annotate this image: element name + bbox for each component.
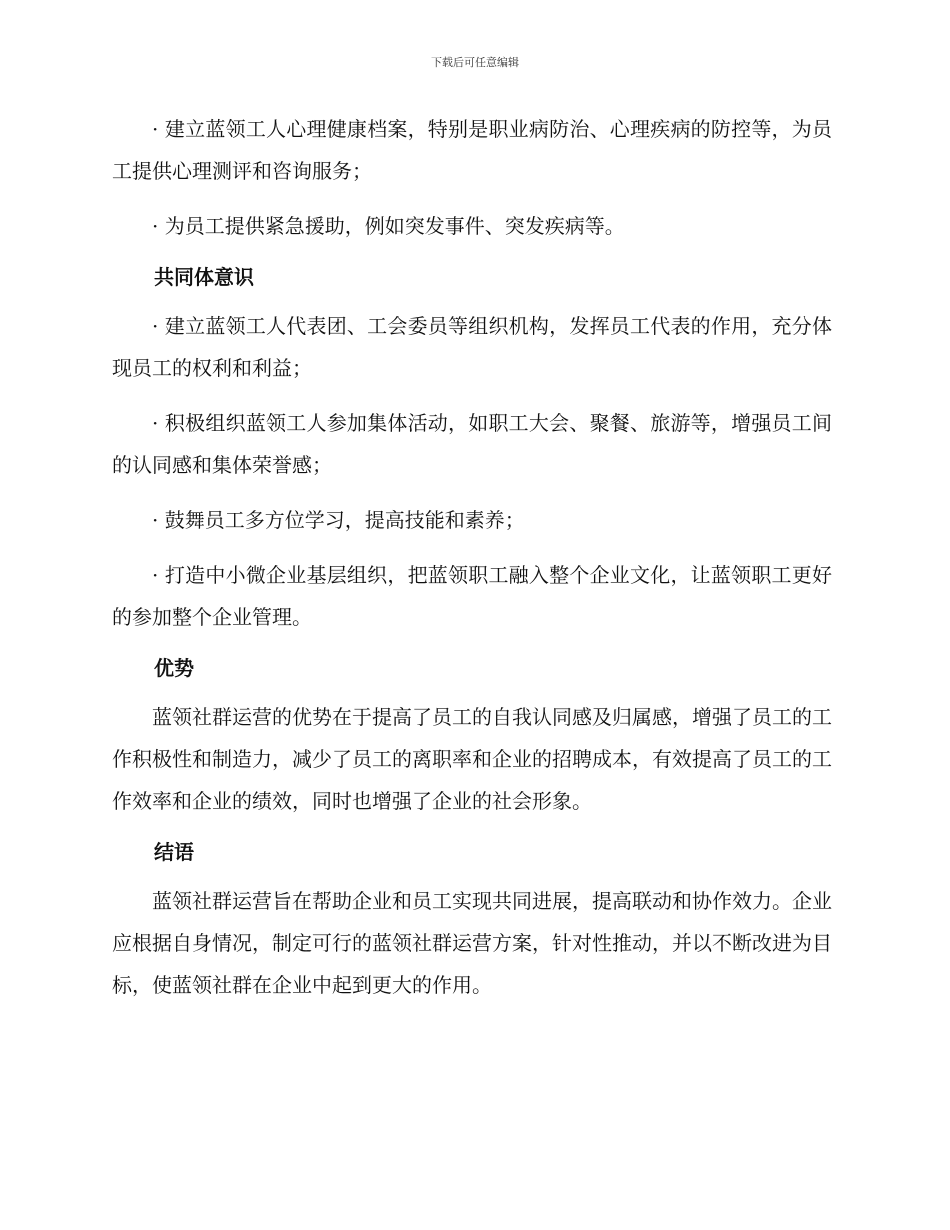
document-body [112,108,832,1006]
intro-paragraph-2: · 为员工提供紧急援助，例如突发事件、突发疾病等。 [152,214,625,238]
community-item-1: · 建立蓝领工人代表团、工会委员等组织机构，发挥员工代表的作用，充分体现员工的权利和利益； [112,314,832,380]
community-item-2: · 积极组织蓝领工人参加集体活动，如职工大会、聚餐、旅游等，增强员工间的认同感和集体荣誉感； [112,411,832,477]
section-heading-advantage: 优势 [154,656,194,680]
section-heading-community: 共同体意识 [154,265,254,289]
section-heading-conclusion: 结语 [154,840,194,864]
community-item-3: · 鼓舞员工多方位学习，提高技能和素养； [152,508,525,532]
page-header-note: 下载后可任意编辑 [431,56,519,69]
intro-paragraph-1: · 建立蓝领工人心理健康档案，特别是职业病防治、心理疾病的防控等，为员工提供心理测评和咨询服务； [112,117,832,183]
advantage-paragraph: 蓝领社群运营的优势在于提高了员工的自我认同感及归属感，增强了员工的工作积极性和制造力，减少了员工的离职率和企业的招聘成本，有效提高了员工的工作效率和企业的绩效，同时也增强了企业的社会形象。 [112,705,832,813]
conclusion-paragraph: 蓝领社群运营旨在帮助企业和员工实现共同进展，提高联动和协作效力。企业应根据自身情况，制定可行的蓝领社群运营方案，针对性推动，并以不断改进为目标，使蓝领社群在企业中起到更大的作用。 [112,889,832,997]
community-item-4: · 打造中小微企业基层组织，把蓝领职工融入整个企业文化，让蓝领职工更好的参加整个企业管理。 [112,563,832,629]
